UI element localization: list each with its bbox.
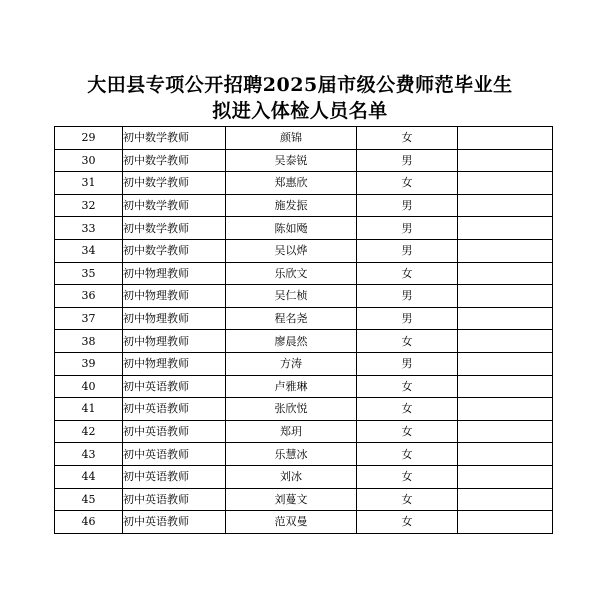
row-number-cell: 44 (55, 465, 123, 488)
candidate-name-cell: 乐慧冰 (226, 443, 357, 466)
row-number-cell: 43 (55, 443, 123, 466)
position-cell: 初中数学教师 (123, 217, 226, 240)
candidate-name-cell: 卢雅琳 (226, 375, 357, 398)
position-cell: 初中数学教师 (123, 127, 226, 150)
table-row (55, 398, 553, 421)
table-row (55, 511, 553, 534)
position-cell: 初中物理教师 (123, 285, 226, 308)
row-number-cell: 30 (55, 149, 123, 172)
candidate-name-cell: 郑玥 (226, 420, 357, 443)
candidate-name-cell: 吴泰锐 (226, 149, 357, 172)
position-cell: 初中英语教师 (123, 443, 226, 466)
candidate-name-cell: 郑惠欣 (226, 172, 357, 195)
position-cell: 初中物理教师 (123, 330, 226, 353)
position-cell: 初中数学教师 (123, 239, 226, 262)
table-row (55, 217, 553, 240)
position-cell: 初中英语教师 (123, 420, 226, 443)
gender-cell: 男 (357, 194, 458, 217)
remark-cell (458, 443, 553, 466)
row-number-cell: 36 (55, 285, 123, 308)
position-cell: 初中数学教师 (123, 149, 226, 172)
candidate-name-cell: 乐欣文 (226, 262, 357, 285)
gender-cell: 男 (357, 352, 458, 375)
remark-cell (458, 239, 553, 262)
remark-cell (458, 217, 553, 240)
remark-cell (458, 172, 553, 195)
table-row (55, 375, 553, 398)
row-number-cell: 46 (55, 511, 123, 534)
candidate-name-cell: 吴以烨 (226, 239, 357, 262)
table-row (55, 262, 553, 285)
remark-cell (458, 330, 553, 353)
gender-cell: 女 (357, 172, 458, 195)
gender-cell: 男 (357, 149, 458, 172)
gender-cell: 女 (357, 511, 458, 534)
table-row (55, 330, 553, 353)
remark-cell (458, 511, 553, 534)
candidate-name-cell: 张欣悦 (226, 398, 357, 421)
remark-cell (458, 285, 553, 308)
gender-cell: 女 (357, 330, 458, 353)
table-row (55, 488, 553, 511)
row-number-cell: 41 (55, 398, 123, 421)
remark-cell (458, 149, 553, 172)
gender-cell: 男 (357, 239, 458, 262)
remark-cell (458, 398, 553, 421)
candidate-table-body (55, 127, 553, 534)
table-row (55, 239, 553, 262)
table-row (55, 172, 553, 195)
remark-cell (458, 262, 553, 285)
position-cell: 初中物理教师 (123, 307, 226, 330)
candidate-name-cell: 刘冰 (226, 465, 357, 488)
gender-cell: 男 (357, 285, 458, 308)
candidate-name-cell: 廖晨然 (226, 330, 357, 353)
remark-cell (458, 127, 553, 150)
candidate-table (54, 126, 553, 534)
row-number-cell: 31 (55, 172, 123, 195)
gender-cell: 女 (357, 443, 458, 466)
remark-cell (458, 375, 553, 398)
table-row (55, 465, 553, 488)
gender-cell: 女 (357, 488, 458, 511)
table-row (55, 420, 553, 443)
position-cell: 初中英语教师 (123, 375, 226, 398)
position-cell: 初中英语教师 (123, 465, 226, 488)
table-row (55, 307, 553, 330)
position-cell: 初中数学教师 (123, 194, 226, 217)
position-cell: 初中数学教师 (123, 172, 226, 195)
row-number-cell: 35 (55, 262, 123, 285)
table-row (55, 127, 553, 150)
table-row (55, 194, 553, 217)
table-row (55, 443, 553, 466)
position-cell: 初中物理教师 (123, 352, 226, 375)
row-number-cell: 42 (55, 420, 123, 443)
candidate-name-cell: 刘蔓文 (226, 488, 357, 511)
remark-cell (458, 194, 553, 217)
candidate-name-cell: 吴仁桢 (226, 285, 357, 308)
row-number-cell: 32 (55, 194, 123, 217)
candidate-name-cell: 颜锦 (226, 127, 357, 150)
position-cell: 初中英语教师 (123, 398, 226, 421)
gender-cell: 男 (357, 307, 458, 330)
table-row (55, 285, 553, 308)
row-number-cell: 40 (55, 375, 123, 398)
gender-cell: 女 (357, 420, 458, 443)
candidate-name-cell: 陈如飏 (226, 217, 357, 240)
row-number-cell: 45 (55, 488, 123, 511)
page-title: 大田县专项公开招聘2025届市级公费师范毕业生 (87, 74, 513, 96)
gender-cell: 女 (357, 398, 458, 421)
remark-cell (458, 352, 553, 375)
remark-cell (458, 488, 553, 511)
row-number-cell: 38 (55, 330, 123, 353)
remark-cell (458, 420, 553, 443)
position-cell: 初中物理教师 (123, 262, 226, 285)
gender-cell: 女 (357, 127, 458, 150)
row-number-cell: 29 (55, 127, 123, 150)
remark-cell (458, 307, 553, 330)
page-subtitle: 拟进入体检人员名单 (212, 100, 388, 122)
candidate-name-cell: 范双曼 (226, 511, 357, 534)
remark-cell (458, 465, 553, 488)
row-number-cell: 39 (55, 352, 123, 375)
position-cell: 初中英语教师 (123, 511, 226, 534)
row-number-cell: 37 (55, 307, 123, 330)
table-row (55, 149, 553, 172)
gender-cell: 男 (357, 217, 458, 240)
table-row (55, 352, 553, 375)
row-number-cell: 33 (55, 217, 123, 240)
gender-cell: 女 (357, 465, 458, 488)
candidate-name-cell: 程名尧 (226, 307, 357, 330)
candidate-name-cell: 方涛 (226, 352, 357, 375)
gender-cell: 女 (357, 375, 458, 398)
position-cell: 初中英语教师 (123, 488, 226, 511)
gender-cell: 女 (357, 262, 458, 285)
candidate-name-cell: 施发振 (226, 194, 357, 217)
row-number-cell: 34 (55, 239, 123, 262)
